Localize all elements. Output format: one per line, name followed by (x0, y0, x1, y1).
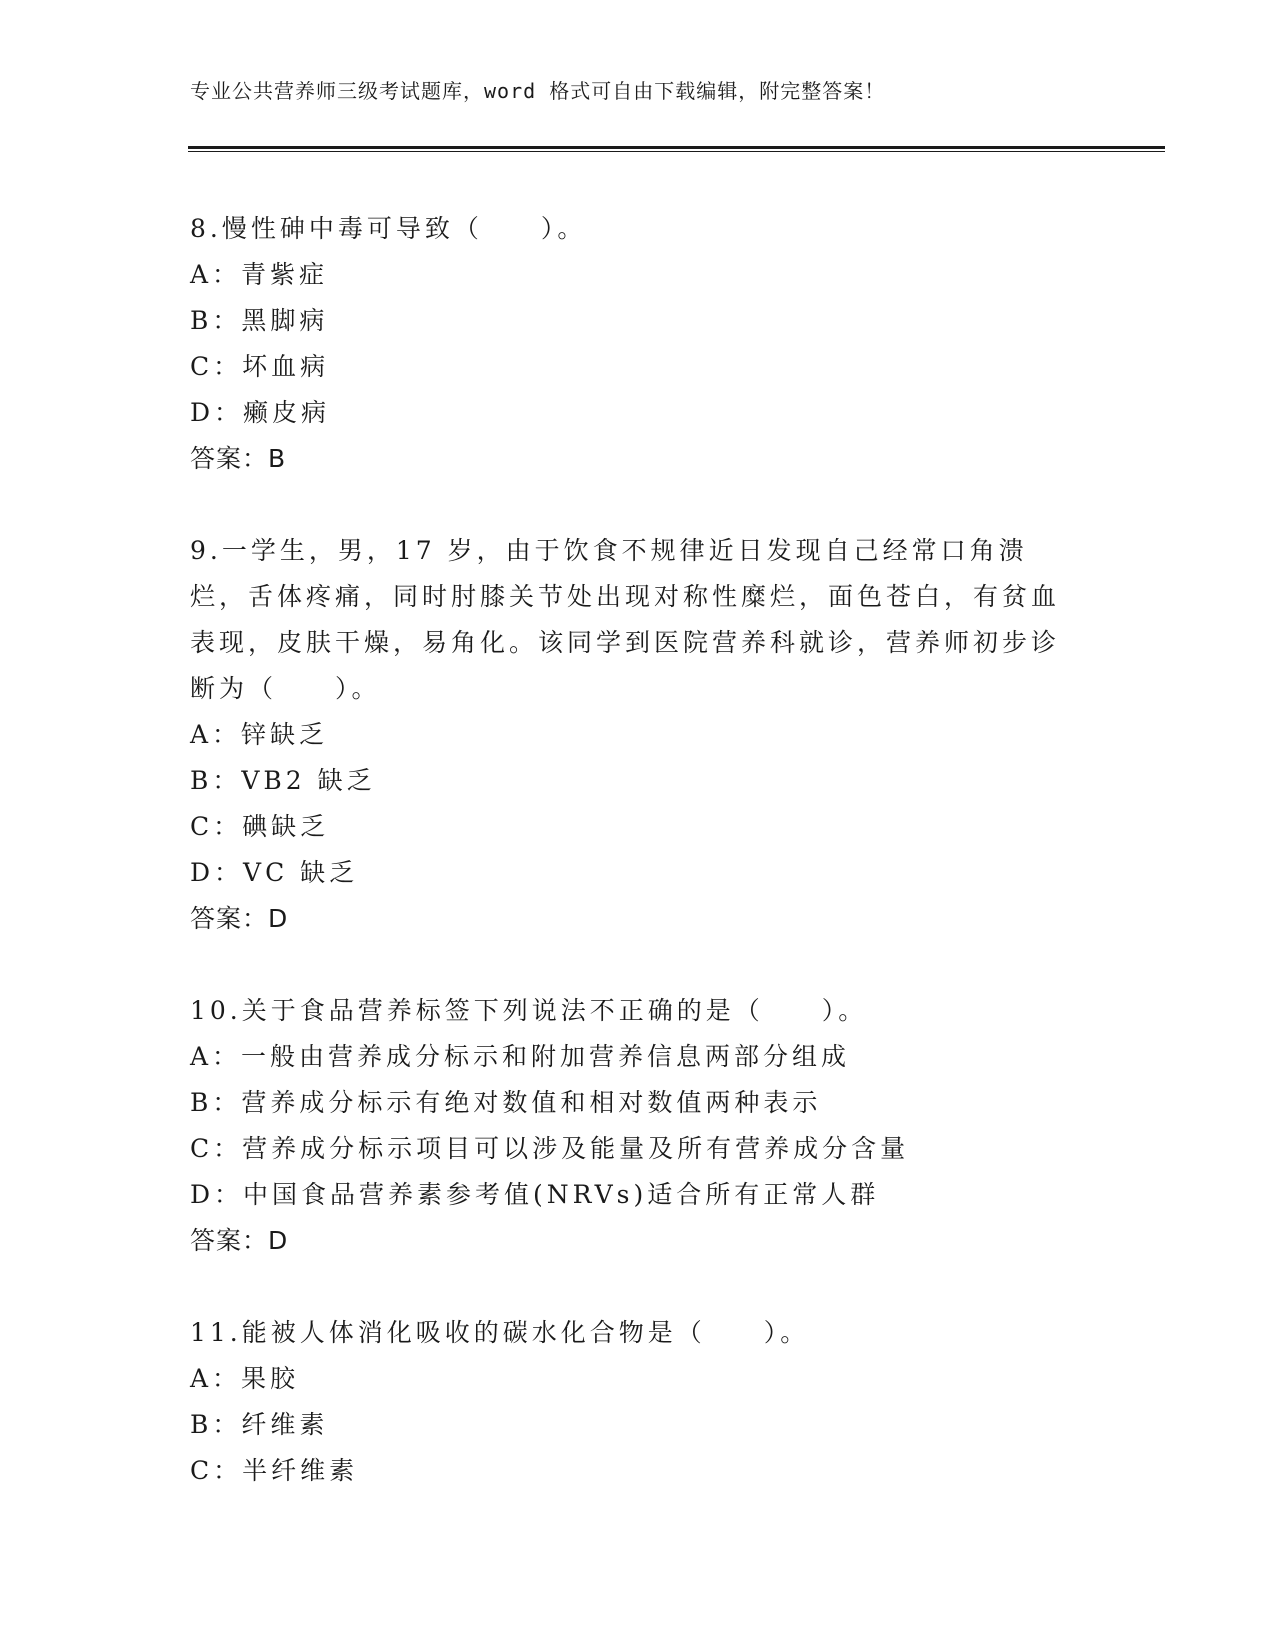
option-c: C：营养成分标示项目可以涉及能量及所有营养成分含量 (190, 1134, 910, 1163)
option-b: B：营养成分标示有绝对数值和相对数值两种表示 (190, 1088, 822, 1117)
option-b: B：纤维素 (190, 1410, 329, 1439)
option-a: A：青紫症 (190, 260, 329, 289)
option-d: D：VC 缺乏 (190, 858, 359, 887)
header-rule-thin (188, 151, 1165, 152)
option-c: C：坏血病 (190, 352, 330, 381)
option-c: C：碘缺乏 (190, 812, 330, 841)
question-9 (190, 528, 1070, 942)
option-d: D：癞皮病 (190, 398, 331, 427)
question-11 (190, 1310, 1070, 1494)
question-text: 10.关于食品营养标签下列说法不正确的是（ ）。 (190, 996, 868, 1025)
question-10 (190, 988, 1070, 1264)
question-text: 11.能被人体消化吸收的碳水化合物是（ ）。 (190, 1318, 810, 1347)
answer: 答案：B (190, 444, 287, 473)
option-a: A：果胶 (190, 1364, 300, 1393)
option-d: D：中国食品营养素参考值(NRVs)适合所有正常人群 (190, 1180, 880, 1209)
answer: 答案：D (190, 904, 289, 933)
option-b: B：黑脚病 (190, 306, 329, 335)
option-c: C：半纤维素 (190, 1456, 359, 1485)
question-text: 9.一学生，男，17 岁，由于饮食不规律近日发现自己经常口角溃烂，舌体疼痛，同时肘膝关节处出现对称性糜烂，面色苍白，有贫血表现，皮肤干燥，易角化。该同学到医院营养科就诊，营养师初步诊断为（ ）。 (190, 536, 1061, 703)
page-header: 专业公共营养师三级考试题库，word 格式可自由下载编辑，附完整答案！ (190, 79, 886, 103)
option-a: A：锌缺乏 (190, 720, 329, 749)
question-8 (190, 206, 1070, 482)
option-a: A：一般由营养成分标示和附加营养信息两部分组成 (190, 1042, 851, 1071)
header-rule-thick (188, 146, 1165, 149)
question-list (190, 206, 1070, 1540)
option-b: B：VB2 缺乏 (190, 766, 376, 795)
answer: 答案：D (190, 1226, 289, 1255)
question-text: 8.慢性砷中毒可导致（ ）。 (190, 214, 587, 243)
